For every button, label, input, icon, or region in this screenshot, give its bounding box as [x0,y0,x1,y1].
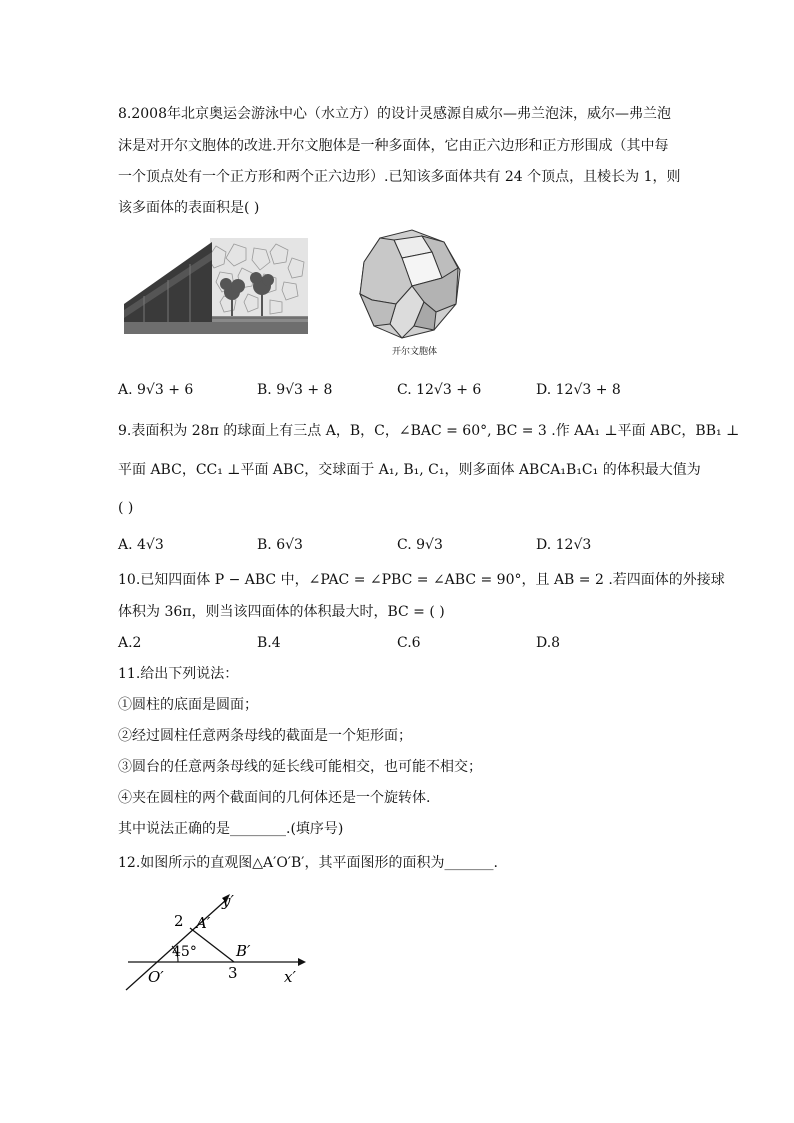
q8-line-3: 一个顶点处有一个正方形和两个正六边形）.已知该多面体共有 24 个顶点，且棱长为 1，则 [118,169,681,185]
q10-line-2: 体积为 36π，则当该四面体的体积最大时，BC = ( ) [118,604,445,620]
label-y-axis: y′ [222,892,234,910]
q10-line-1: 10.已知四面体 P − ABC 中，∠PAC = ∠PBC = ∠ABC = 90°，且 AB = 2 .若四面体的外接球 [118,572,725,588]
q8-option-d: D. 12√3 + 8 [536,382,621,398]
q9-option-b: B. 6√3 [257,537,303,553]
oblique-triangle-figure [118,886,318,996]
q11-line-1: 11.给出下列说法： [118,666,239,682]
q9-line-1: 9.表面积为 28π 的球面上有三点 A，B，C，∠BAC = 60°, BC = 3 .作 AA₁ ⊥平面 ABC，BB₁ ⊥ [118,423,740,439]
q9-option-d: D. 12√3 [536,537,592,553]
q8-option-c: C. 12√3 + 6 [397,382,482,398]
label-origin: O′ [148,968,164,986]
q11-statement-4: ④夹在圆柱的两个截面间的几何体还是一个旋转体. [118,790,431,806]
q11-statement-3: ③圆台的任意两条母线的延长线可能相交，也可能不相交； [118,759,482,775]
q9-line-2: 平面 ABC，CC₁ ⊥平面 ABC，交球面于 A₁, B₁, C₁，则多面体 ABCA₁B₁C₁ 的体积最大值为 [118,462,701,478]
label-point-b: B′ [236,942,251,960]
q11-statement-1: ①圆柱的底面是圆面； [118,697,258,713]
figure-caption: 开尔文胞体 [392,347,438,357]
q10-option-a: A.2 [118,635,142,651]
q9-option-c: C. 9√3 [397,537,443,553]
label-length-3: 3 [228,964,238,982]
q8-option-a: A. 9√3 + 6 [118,382,194,398]
q9-line-3: ( ) [118,500,134,516]
q12-line-1: 12.如图所示的直观图△A′O′B′，其平面图形的面积为_______. [118,855,498,871]
q8-line-4: 该多面体的表面积是( ) [118,200,260,216]
q11-statement-2: ②经过圆柱任意两条母线的截面是一个矩形面； [118,728,412,744]
q10-option-c: C.6 [397,635,421,651]
q10-option-d: D.8 [536,635,561,651]
water-cube-photo [124,238,308,334]
q9-option-a: A. 4√3 [118,537,164,553]
label-x-axis: x′ [284,968,296,986]
q8-line-1: 8.2008年北京奥运会游泳中心（水立方）的设计灵感源自威尔—弗兰泡沫，威尔—弗兰泡 [118,106,671,122]
q8-line-2: 沫是对开尔文胞体的改进.开尔文胞体是一种多面体，它由正六边形和正方形围成（其中每 [118,138,669,154]
q8-option-b: B. 9√3 + 8 [257,382,333,398]
label-angle: 45° [172,944,197,960]
q11-answer-line: 其中说法正确的是________.(填序号) [118,821,344,837]
label-point-a: A′ [196,914,211,932]
q10-option-b: B.4 [257,635,281,651]
kelvin-cell-figure [358,228,464,340]
label-length-2: 2 [174,912,184,930]
